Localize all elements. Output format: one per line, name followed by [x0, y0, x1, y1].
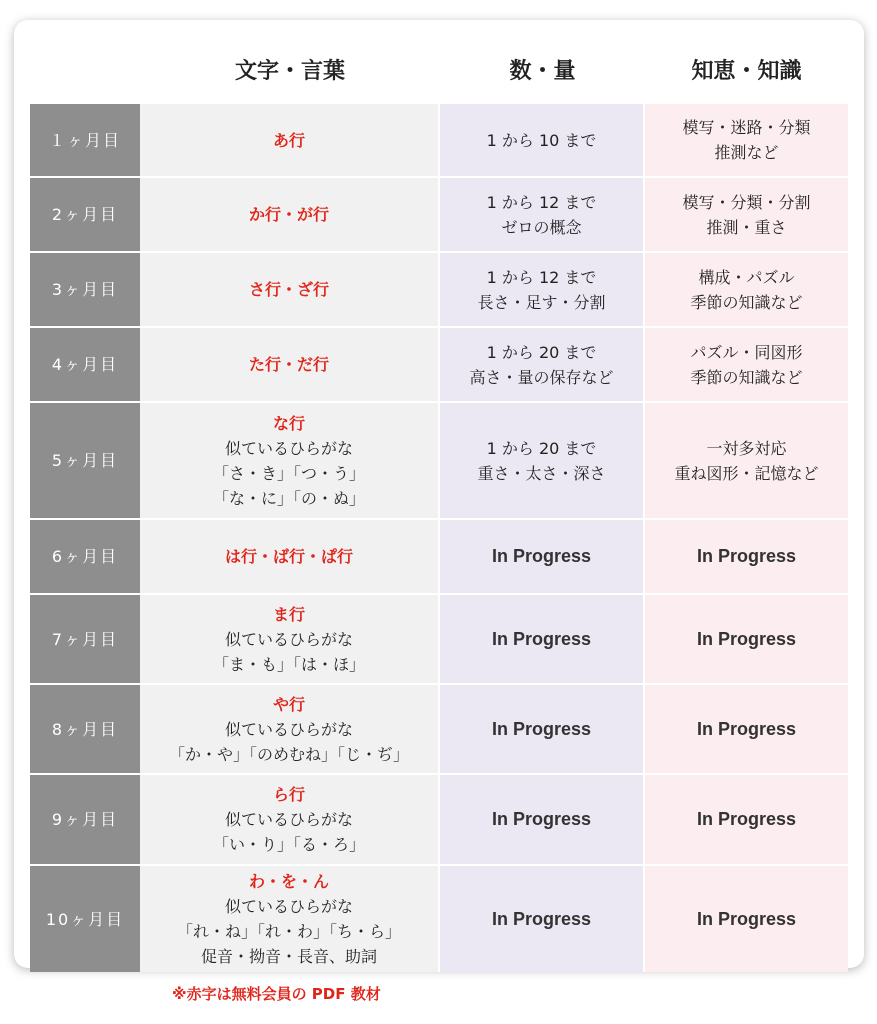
moji-red-text: さ行・ざ行: [248, 280, 329, 299]
moji-cell: [140, 403, 440, 518]
month-label: 8ヶ月目: [30, 685, 140, 773]
moji-red-text: ま行: [272, 604, 305, 624]
moji-red-text: な行: [272, 413, 305, 433]
header-moji: 文字・言葉: [234, 59, 345, 84]
kazu-line: 1 から 20 まで: [486, 438, 597, 458]
moji-red-text: あ行: [272, 130, 305, 150]
moji-line: 似ているひらがな: [224, 438, 353, 458]
month-label: 9ヶ月目: [30, 775, 140, 864]
kazu-cell: [440, 595, 645, 683]
moji-red-text: わ・を・ん: [248, 872, 329, 891]
moji-line: 似ているひらがな: [224, 719, 353, 739]
kazu-cell: [440, 104, 645, 176]
kazu-cell: [440, 866, 645, 972]
footnote: ※赤字は無料会員の PDF 教材: [172, 985, 381, 1003]
chie-cell: [645, 403, 848, 518]
chie-cell: [645, 178, 848, 251]
curriculum-table: [30, 104, 848, 966]
moji-line: 「か・や」「のめむね」「じ・ぢ」: [168, 744, 409, 764]
moji-line: 似ているひらがな: [224, 897, 353, 916]
kazu-line: 高さ・量の保存など: [469, 367, 614, 387]
moji-red-text: た行・だ行: [248, 355, 329, 374]
chie-line: 推測・重さ: [706, 217, 787, 237]
month-label: １ヶ月目: [30, 104, 140, 176]
kazu-cell: [440, 775, 645, 864]
moji-cell: [140, 520, 440, 593]
chie-line: 季節の知識など: [690, 367, 803, 387]
kazu-line: 1 から 20 まで: [486, 342, 597, 362]
kazu-line: In Progress: [491, 628, 592, 649]
month-label: 4ヶ月目: [30, 328, 140, 401]
moji-cell: [140, 104, 440, 176]
month-label: 5ヶ月目: [30, 403, 140, 518]
chie-cell: [645, 253, 848, 326]
moji-line: 「な・に」「の・ぬ」: [212, 488, 365, 508]
chie-line: 重ね図形・記憶など: [674, 463, 819, 483]
month-label: 2ヶ月目: [30, 178, 140, 251]
kazu-line: 1 から 10 まで: [486, 130, 597, 150]
chie-cell: [645, 775, 848, 864]
moji-cell: [140, 866, 440, 972]
moji-line: 「ま・も」「は・ほ」: [212, 654, 365, 674]
chie-line: 推測など: [714, 143, 779, 162]
moji-line: 「い・り」「る・ろ」: [212, 835, 365, 854]
chie-line: パズル・同図形: [690, 342, 803, 362]
curriculum-card: [14, 20, 864, 968]
kazu-cell: [440, 685, 645, 773]
moji-cell: [140, 595, 440, 683]
moji-cell: [140, 328, 440, 401]
chie-cell: [645, 520, 848, 593]
moji-cell: [140, 685, 440, 773]
moji-cell: [140, 775, 440, 864]
table-header: [30, 48, 848, 96]
chie-line: 模写・迷路・分類: [682, 118, 811, 137]
chie-line: 構成・パズル: [698, 267, 795, 287]
chie-cell: [645, 104, 848, 176]
moji-line: 「れ・ね」「れ・わ」「ち・ら」: [176, 922, 401, 941]
kazu-line: 1 から 12 まで: [486, 267, 597, 287]
moji-cell: [140, 253, 440, 326]
moji-line: 「さ・き」「つ・う」: [212, 463, 365, 483]
month-label: 10ヶ月目: [30, 866, 140, 972]
chie-cell: [645, 866, 848, 972]
chie-line: In Progress: [696, 908, 797, 929]
header-chie: 知恵・知識: [691, 59, 802, 84]
moji-cell: [140, 178, 440, 251]
chie-cell: [645, 595, 848, 683]
kazu-line: 重さ・太さ・深さ: [477, 463, 606, 483]
kazu-line: In Progress: [491, 809, 592, 829]
kazu-cell: [440, 520, 645, 593]
chie-line: In Progress: [696, 718, 797, 739]
chie-line: 季節の知識など: [690, 292, 803, 312]
kazu-line: 長さ・足す・分割: [477, 292, 606, 312]
month-label: 3ヶ月目: [30, 253, 140, 326]
chie-line: In Progress: [696, 809, 797, 829]
header-kazu: 数・量: [509, 59, 576, 84]
chie-cell: [645, 328, 848, 401]
kazu-line: In Progress: [491, 908, 592, 929]
moji-line: 促音・拗音・長音、助詞: [200, 947, 377, 966]
month-label: 7ヶ月目: [30, 595, 140, 683]
kazu-line: In Progress: [491, 546, 592, 566]
moji-red-text: か行・が行: [248, 205, 329, 224]
chie-line: In Progress: [696, 628, 797, 649]
chie-line: In Progress: [696, 546, 797, 566]
kazu-cell: [440, 253, 645, 326]
kazu-line: In Progress: [491, 718, 592, 739]
chie-line: 一対多対応: [706, 438, 787, 458]
moji-red-text: は行・ば行・ぱ行: [224, 547, 353, 566]
kazu-line: ゼロの概念: [501, 217, 582, 237]
chie-cell: [645, 685, 848, 773]
moji-line: 似ているひらがな: [224, 629, 353, 649]
kazu-line: 1 から 12 まで: [486, 192, 597, 212]
moji-line: 似ているひらがな: [224, 810, 353, 829]
chie-line: 模写・分類・分割: [682, 192, 811, 212]
kazu-cell: [440, 328, 645, 401]
kazu-cell: [440, 178, 645, 251]
moji-red-text: や行: [272, 694, 305, 714]
moji-red-text: ら行: [272, 785, 305, 804]
kazu-cell: [440, 403, 645, 518]
month-label: 6ヶ月目: [30, 520, 140, 593]
